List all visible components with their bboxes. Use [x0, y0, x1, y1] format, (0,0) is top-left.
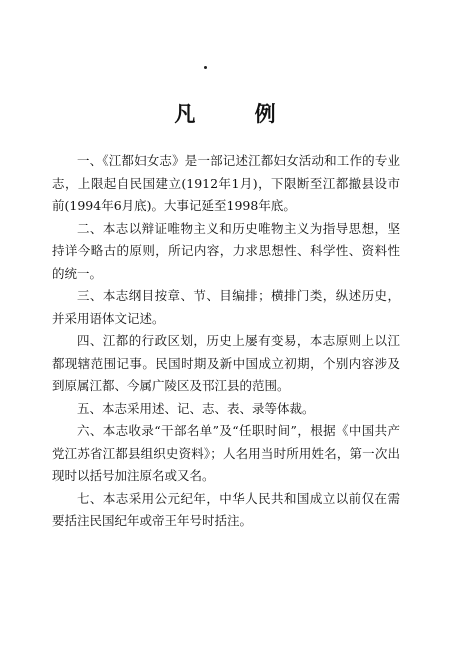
page-title: 凡 例 — [174, 101, 302, 126]
paragraph-2: 二、本志以辩证唯物主义和历史唯物主义为指导思想，坚持详今略古的原则，所记内容，力求思想性、科学性、资料性的统一。 — [52, 220, 400, 281]
paragraph-7: 七、本志采用公元纪年，中华人民共和国成立以前仅在需要括注民国纪年或帝王年号时括注。 — [52, 490, 400, 528]
page-mark-dot — [204, 66, 207, 69]
paragraph-4: 四、江都的行政区划，历史上屡有变易，本志原则上以江都现辖范围记事。民国时期及新中国成立初期，个别内容涉及到原属江都、今属广陵区及邗江县的范围。 — [52, 333, 400, 393]
paragraph-5: 五、本志采用述、记、志、表、录等体裁。 — [77, 400, 315, 416]
paragraph-6: 六、本志收录“干部名单”及“任职时间”，根据《中国共产党江苏省江都县组织史资料》；人名用当时所用姓名，第一次出现时以括号加注原名或又名。 — [52, 423, 400, 483]
document-body — [52, 150, 400, 533]
paragraph-1: 一、《江都妇女志》是一部记述江都妇女活动和工作的专业志，上限起自民国建立(1912年1月)，下限断至江都撤县设市前(1994年6月底)。大事记延至1998年底。 — [52, 153, 400, 213]
paragraph-3: 三、本志纲目按章、节、目编排；横排门类，纵述历史，并采用语体文记述。 — [52, 288, 400, 326]
